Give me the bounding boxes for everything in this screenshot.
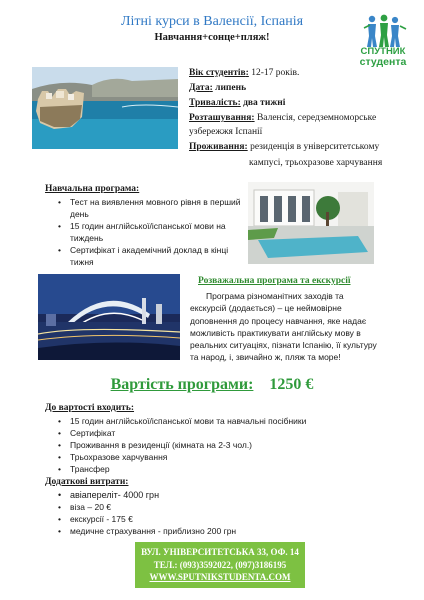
- list-item: • Трансфер: [56, 463, 356, 475]
- list-item: • Тест на виявлення мовного рівня в перший день: [56, 196, 252, 220]
- list-item: • Трьохразове харчування: [56, 451, 356, 463]
- footer-website-link[interactable]: WWW.SPUTNIKSTUDENTA.COM: [149, 572, 291, 582]
- list-item: • віза – 20 €: [56, 501, 316, 513]
- footer-phones: ТЕЛ.: (093)3592022, (097)3186195: [153, 559, 287, 570]
- info-age: Вік студентів: 12-17 років.: [189, 68, 300, 78]
- study-list: [56, 196, 252, 268]
- included-heading: До вартості входить:: [45, 403, 135, 413]
- leisure-heading: Розважальна програма та екскурсії: [198, 276, 351, 286]
- info-location: Розташування: Валенсія, середземноморське: [189, 113, 377, 123]
- info-location-cont: узбережжя Іспанії: [189, 127, 263, 137]
- page-title: Літні курси в Валенсії, Іспанія: [120, 14, 304, 29]
- logo-text-line2: студента: [359, 56, 407, 68]
- list-item: • авіапереліт- 4000 грн: [56, 489, 316, 501]
- info-accommodation: Проживання: резиденція в університетському: [189, 142, 380, 152]
- list-item: • 15 годин англійської/іспанської мови на тиждень: [56, 220, 252, 244]
- brand-logo: [350, 14, 416, 70]
- info-location-label: Розташування: [189, 113, 252, 123]
- info-duration-value: два тижні: [243, 98, 286, 108]
- page-subtitle: Навчання+сонце+пляж!: [154, 32, 270, 43]
- info-age-value: 12-17 років.: [251, 68, 300, 78]
- list-item: • екскурсії - 175 €: [56, 513, 316, 525]
- residence-pool-photo: [248, 182, 374, 264]
- coast-photo: [32, 67, 178, 149]
- info-accommodation-value: резиденція в університетському: [250, 142, 380, 152]
- students-figures-icon: [350, 14, 416, 48]
- cost-value: 1250 €: [269, 376, 314, 393]
- included-list: [56, 415, 356, 475]
- leisure-description: Програма різноманітних заходів та екскурсій (додається) – це неймовірне доповнення до процесу навчання, яке надає можливість практикувати англійську мову в реальних ситуаціях, пізнати Іспанію, її культуру та народ, і, звичайно ж, пляж та море!: [190, 291, 377, 363]
- contact-footer: [135, 542, 305, 588]
- list-item: • Сертифікат і академічний доклад в кінці тижня: [56, 244, 252, 268]
- additional-heading: Додаткові витрати:: [45, 477, 129, 487]
- cost-label: Вартість програми:: [110, 376, 254, 393]
- info-location-value: Валенсія, середземноморське: [256, 113, 377, 123]
- footer-address: ВУЛ. УНІВЕРСИТЕТСЬКА 33, ОФ. 14: [141, 547, 299, 557]
- info-accommodation-label: Проживання: [189, 142, 245, 152]
- info-date: Дата: липень: [189, 83, 247, 93]
- additional-list: [56, 489, 316, 537]
- list-item: • Сертифікат: [56, 427, 356, 439]
- list-item: • медичне страхування - приблизно 200 грн: [56, 525, 316, 537]
- info-age-label: Вік студентів: [189, 68, 246, 78]
- list-item: • 15 годин англійської/іспанської мови та навчальні посібники: [56, 415, 356, 427]
- info-accommodation-cont: кампусі, трьохразове харчування: [249, 158, 383, 168]
- logo-text-line1: СПУТНИК: [360, 46, 406, 57]
- program-cost: [0, 376, 424, 394]
- list-item: • Проживання в резиденції (кімната на 2-3 чол.): [56, 439, 356, 451]
- study-heading: Навчальна програма:: [45, 184, 140, 194]
- info-date-label: Дата: [189, 83, 210, 93]
- info-duration: Тривалість: два тижні: [189, 98, 286, 108]
- valencia-city-photo: [38, 274, 180, 360]
- info-duration-label: Тривалість: [189, 98, 238, 108]
- info-date-value: липень: [215, 83, 247, 93]
